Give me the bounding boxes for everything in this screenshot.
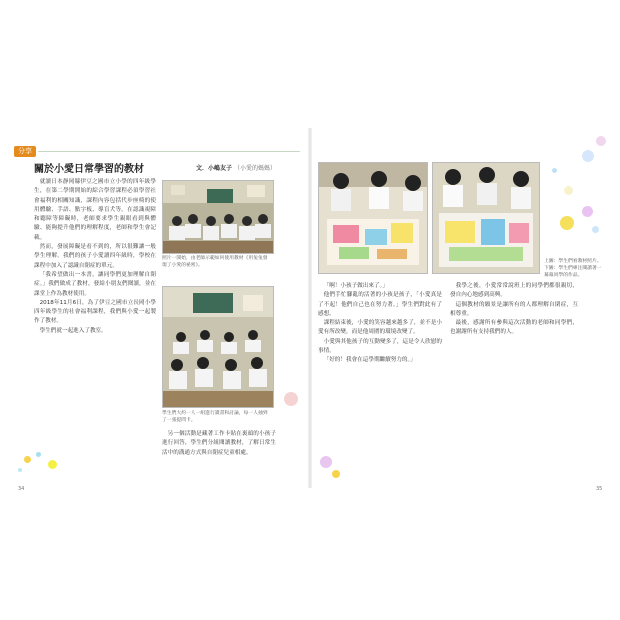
- photo-caption-1: 照片一開始，由老師示範如何使用教材《用兔兔發現了小愛的祕密》。: [162, 256, 268, 268]
- paragraph: 小愛與其他孩子的互動變多了，這是令人欣慰的事情。: [318, 338, 442, 355]
- decorative-bubble: [284, 392, 298, 406]
- classroom-photo-2-image: [163, 287, 273, 407]
- left-bottom-text: 另一個活動是藏著工作卡貼在裏頭的小孩子進行回答，學生們分組閱讀教材，了解日常生活中的溝通方式與自閉症兒童相處。: [162, 431, 276, 456]
- classroom-photo-2: [162, 286, 274, 408]
- decorative-bubble: [596, 136, 606, 146]
- decorative-bubble: [582, 150, 594, 162]
- page-number-right: 35: [596, 486, 603, 492]
- right-text-column-2: [450, 282, 578, 478]
- article-title: 關於小愛日常學習的教材: [34, 164, 144, 175]
- author-role: （小愛的媽媽）: [234, 165, 277, 172]
- paragraph: 然而，發展障礙是看不到的，所以很難讓一般學生理解。我們的孩子小愛讀四年級時，學校在課程中加入了認識自閉症的單元。: [34, 244, 156, 269]
- header-rule: [38, 151, 300, 152]
- author-name: 文．小嶋友子: [196, 165, 233, 172]
- decorative-bubble: [564, 186, 573, 195]
- classroom-photo-1-image: [163, 181, 273, 253]
- paragraph: 學生們就一起進入了教室。: [39, 327, 107, 334]
- paragraph: 「啊！小孩子做出來了。」: [323, 283, 388, 289]
- paragraph: 這個教材的願景是讓所有的人都理解自閉症，互相尊重。: [450, 301, 578, 317]
- decorative-bubble: [592, 226, 599, 233]
- paragraph: 2018年11月6日，為了伊豆之國市立長岡小學四年級學生的社會福利課程，我們與小愛一起製作了教材。: [34, 299, 156, 325]
- paragraph: 「好的！我會在這學期繼續努力的。」: [323, 357, 416, 364]
- classroom-photo-1: [162, 180, 274, 254]
- paragraph: 「我希望做出一本書，讓同學們更加理解自閉症。」我們做成了教材，發給小朋友們閱讀，並在課堂上作為教材使用。: [34, 271, 156, 297]
- left-text-column-1: [34, 178, 156, 446]
- decorative-bubble: [582, 206, 593, 217]
- article-byline: [196, 163, 276, 172]
- decorative-bubble: [560, 216, 574, 230]
- right-text-column-1: [318, 282, 442, 478]
- decorative-bubble: [552, 168, 557, 173]
- paragraph: 我學之後，小愛常常說班上的同學們都很親切，發自內心地感到高興。: [450, 283, 578, 299]
- paragraph: 最後，感謝所有參與這次活動的老師和同學們，也謝謝所有支持我們的人。: [450, 320, 578, 336]
- page-number-left: 34: [18, 486, 25, 492]
- decorative-bubble: [18, 468, 22, 472]
- paragraph: 他們手忙腳亂的活著的小孩是孩子，「小愛真是了不起！他們自己也在努力著。」學生們對此有了感想。: [318, 292, 442, 317]
- right-photo-caption: 上圖：學生們看教材照片。下圖：學生們專注閱讀著一幕幕同學的作品。: [544, 259, 602, 278]
- paragraph: 就讀日本靜岡縣伊豆之國市立小學的四年級學生，在第二學期開始的綜合學習課程必須學習社會福利的相關知識，課程內容包括代步座椅的使用體驗、手語、點字板、導盲犬等。在認識視障和聽障等障礙時，老師要求學生親眼看到與體驗、能夠提升他們的理解程度，老師和學生會記載。: [34, 179, 156, 241]
- students-photo-top-right: [432, 162, 540, 274]
- paragraph: 課程結束後，小愛的笑容越來越多了，並不是小愛有所改變，而是他周圍的環境改變了。: [318, 320, 442, 336]
- page-gutter: [308, 128, 312, 488]
- decorative-bubble: [36, 452, 41, 457]
- decorative-bubble: [24, 456, 31, 463]
- section-tag: 分享: [14, 146, 36, 157]
- photo-caption-2: 學生們大約一人一組進行讀書和討論，每一人抽到了一張提問卡。: [162, 411, 268, 423]
- students-photo-top-right-image: [433, 163, 539, 273]
- decorative-bubble: [48, 460, 57, 469]
- students-photo-top-left: [318, 162, 428, 274]
- students-photo-top-left-image: [319, 163, 427, 273]
